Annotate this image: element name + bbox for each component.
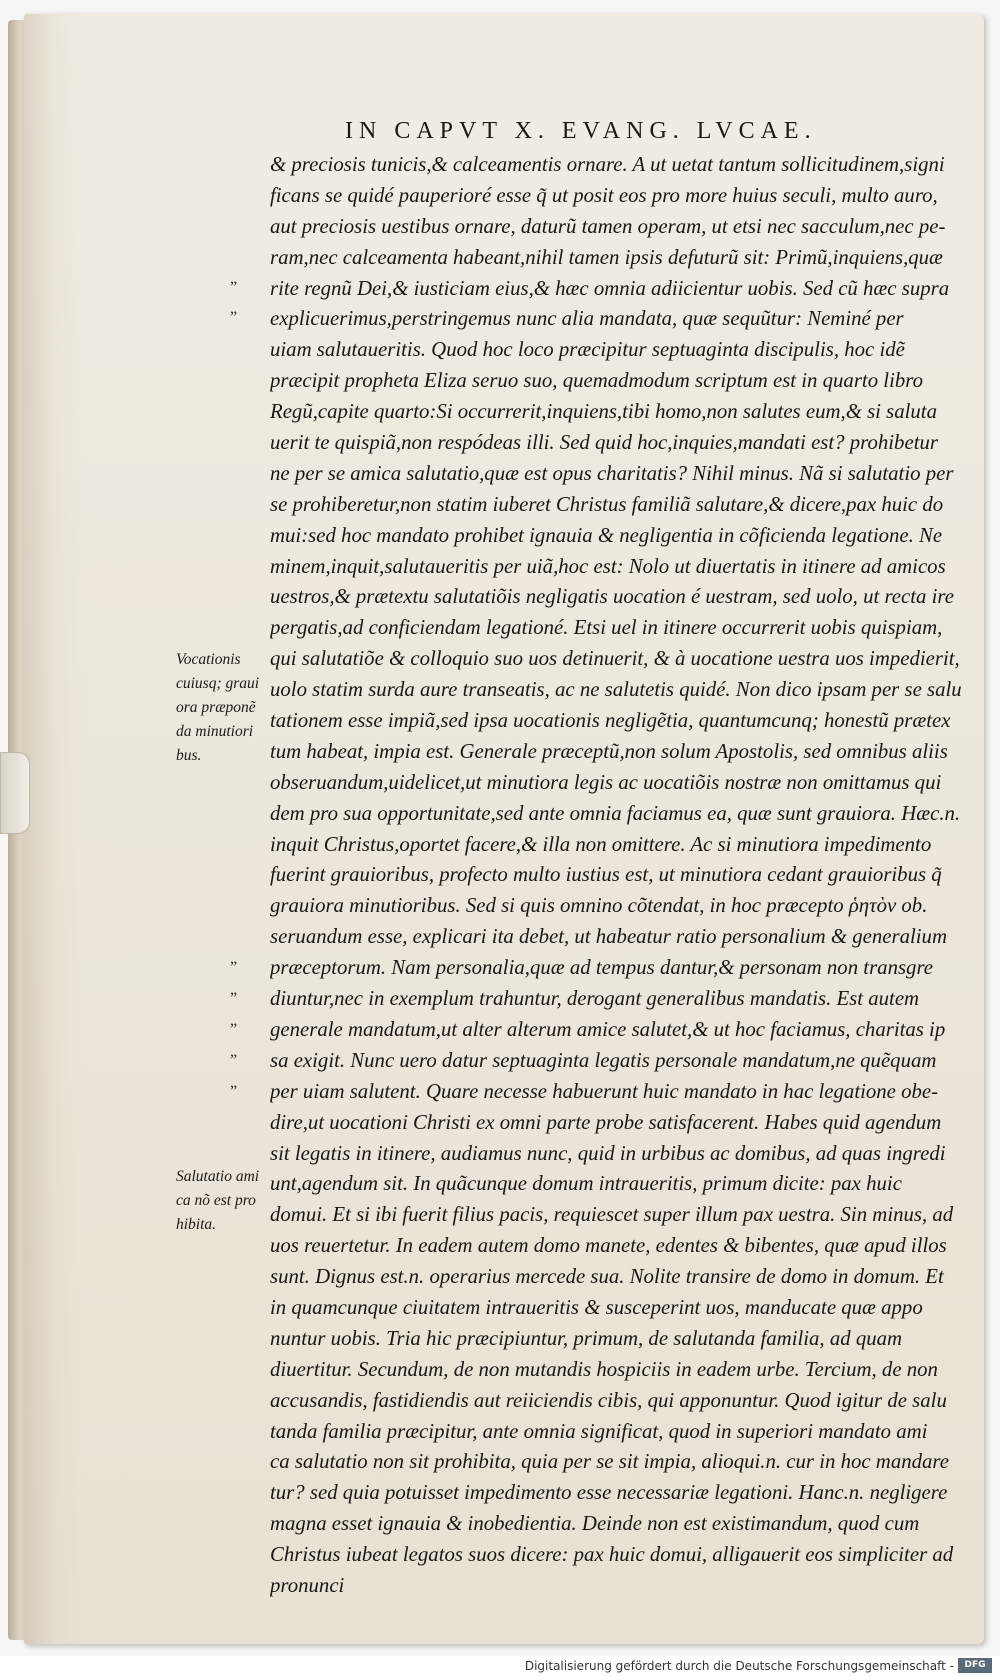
text-line: inquit Christus,oportet facere,& illa non omittere. Ac si minutiora impedimento (270, 832, 932, 856)
text-line: & preciosis tunicis,& calceamentis ornare. A ut uetat tantum sollicitudinem,signi (270, 153, 945, 176)
text-line: nuntur uobis. Tria hic præcipiuntur, primum, de salutanda familia, ad quam (270, 1326, 903, 1350)
text-line: diuertitur. Secundum, de non mutandis hospiciis in eadem urbe. Tercium, de non (270, 1357, 938, 1381)
text-line: ne per se amica salutatio,quæ est opus charitatis? Nihil minus. Nã si salutatio per (270, 461, 954, 485)
text-line: aut preciosis uestibus ornare, daturũ tamen operam, ut etsi nec sacculum,nec pe- (270, 214, 946, 238)
text-line: Regũ,capite quarto:Si occurrerit,inquiens,tibi homo,non salutes eum,& si saluta (270, 400, 937, 424)
text-line: tur? sed quia potuisset impedimento esse necessariæ legationi. Hanc.n. negligere (270, 1481, 948, 1505)
text-line: ca salutatio non sit prohibita, quia per se sit impia, alioqui.n. cur in hoc mandare (270, 1450, 949, 1474)
text-line: ficans se quidé pauperioré esse q̃ ut posit eos pro more huius seculi, multo auro, (270, 183, 938, 207)
text-line: sa exigit. Nunc uero datur septuaginta legatis personale mandatum,ne quẽquam (270, 1048, 937, 1072)
quote-mark: „ (230, 270, 238, 287)
text-line: uiam salutaueritis. Quod hoc loco præcipitur septuaginta discipulis, hoc idẽ (270, 338, 905, 362)
text-line: minem,inquit,salutaueritis per uiã,hoc est: Nolo ut diuertatis in itinere ad amicos (270, 554, 946, 578)
text-line: tationem esse impiã,sed ipsa uocationis negligẽtia, quantumcunq; honestũ prætex (270, 709, 951, 733)
quote-mark: „ (230, 981, 238, 998)
quote-mark: „ (230, 1074, 238, 1091)
text-line: per uiam salutent. Quare necesse habuerunt huic mandato in hac legatione obe- (270, 1079, 939, 1103)
text-line: uolo statim surda aure transeatis, ac ne salutetis quidé. Non dico ipsam per se salu (270, 678, 962, 702)
text-line: præceptorum. Nam personalia,quæ ad tempus dantur,& personam non transgre (270, 956, 934, 980)
quote-mark: „ (230, 1043, 238, 1060)
text-line: dem pro sua opportunitate,sed ante omnia faciamus ea, quæ sunt grauiora. Hæc.n. (270, 801, 961, 825)
footer-credit: Digitalisierung gefördert durch die Deutsche Forschungsgemeinschaft - (524, 1659, 954, 1673)
text-line: uos reuertetur. In eadem autem domo manete, edentes & bibentes, quæ apud illos (270, 1234, 947, 1258)
text-line: sunt. Dignus est.n. operarius mercede sua. Nolite transire de domo in domum. Et (270, 1265, 944, 1289)
text-line: generale mandatum,ut alter alterum amice salutet,& ut hoc faciamus, charitas ip (270, 1017, 946, 1041)
text-line: ram,nec calceamenta habeant,nihil tamen ipsis defuturũ sit: Primũ,inquiens,quæ (270, 245, 943, 269)
marginal-note-line: hibita. (176, 1216, 217, 1233)
text-line: dire,ut uocationi Christi ex omni parte probe satisfacerent. Habes quid agendum (270, 1110, 942, 1134)
text-line: fuerint grauioribus, profecto multo iustius est, ut minutiora cedant grauioribus q̃ (270, 863, 942, 887)
marginal-note-line: ca nõ est pro (176, 1192, 256, 1209)
text-line: sit legatis in itinere, audiamus nunc, quid in urbibus ac domibus, ad quas ingredi (270, 1141, 946, 1165)
text-line: diuntur,nec in exemplum trahuntur, derogant generalibus mandatis. Est autem (270, 987, 920, 1011)
text-line: magna esset ignauia & inobedientia. Deinde non est existimandum, quod cum (270, 1512, 920, 1536)
marginal-note (176, 648, 268, 768)
text-line: seruandum esse, explicari ita debet, ut habeatur ratio personalium & generalium (270, 925, 947, 949)
text-line: mui:sed hoc mandato prohibet ignauia & negligentia in cõficienda legatione. Ne (270, 523, 943, 547)
text-line: in quamcunque ciuitatem intraueritis & susceperint uos, manducate quæ appo (270, 1295, 923, 1319)
marginal-note-line: bus. (176, 747, 202, 764)
quote-mark: „ (230, 1012, 238, 1029)
marginal-note-line: Salutatio ami (176, 1168, 260, 1185)
body-text (270, 150, 970, 1602)
text-line: Christus iubeat legatos suos dicere: pax huic domui, alligauerit eos simpliciter ad (270, 1543, 954, 1567)
text-line: obseruandum,uidelicet,ut minutiora legis ac uocatiõis nostræ non omittamus qui (270, 770, 942, 794)
page-clip (0, 752, 30, 834)
marginal-note-line: cuiusq; graui (176, 675, 260, 692)
text-line: rite regnũ Dei,& iusticiam eius,& hæc omnia adiicientur uobis. Sed cũ hæc supra (270, 276, 950, 300)
text-line: pergatis,ad conficiendam legationé. Etsi uel in itinere occurrerit uobis quispiam, (270, 616, 943, 640)
text-line: tanda familia præcipitur, ante omnia significat, quod in superiori mandato ami (270, 1419, 928, 1443)
text-line: explicuerimus,perstringemus nunc alia mandata, quæ sequũtur: Neminé per (270, 307, 904, 331)
text-line: præcipit propheta Eliza seruo suo, quemadmodum scriptum est in quarto libro (270, 369, 923, 393)
dfg-logo: DFG (958, 1658, 992, 1673)
marginal-note-line: Vocationis (176, 651, 241, 668)
text-line: tum habeat, impia est. Generale præceptũ,non solum Apostolis, sed omnibus aliis (270, 739, 948, 763)
text-line: pronunci (270, 1573, 345, 1597)
marginal-note (176, 1165, 268, 1237)
text-line: qui salutatiõe & colloquio suo uos detinuerit, & à uocatione uestra uos impedierit, (270, 647, 960, 671)
text-line: se prohiberetur,non statim iuberet Christus familiã salutare,& dicere,pax huic do (270, 492, 944, 516)
text-line: uestros,& prætextu salutatiõis negligatis uocation é uestram, sed uolo, ut recta ire (270, 585, 954, 609)
text-line: uerit te quispiã,non respódeas illi. Sed quid hoc,inquies,mandati est? prohibetur (270, 431, 938, 455)
footer-bar (0, 1656, 1000, 1676)
text-line: unt,agendum sit. In quãcunque domum intraueritis, primum dicite: pax huic (270, 1172, 902, 1196)
text-line: grauiora minutioribus. Sed si quis omnino cõtendat, in hoc præcepto ῥητὸν ob. (270, 894, 928, 918)
running-head: IN CAPVT X. EVANG. LVCAE. (345, 118, 817, 144)
quote-mark: „ (230, 950, 238, 967)
marginal-note-line: da minutiori (176, 723, 254, 740)
quote-mark: „ (230, 300, 238, 317)
text-line: accusandis, fastidiendis aut reiiciendis cibis, qui apponuntur. Quod igitur de salu (270, 1388, 947, 1412)
marginal-note-line: ora præponẽ (176, 699, 256, 716)
text-line: domui. Et si ibi fuerit filius pacis, requiescet super illum pax uestra. Sin minus, ad (270, 1203, 954, 1227)
